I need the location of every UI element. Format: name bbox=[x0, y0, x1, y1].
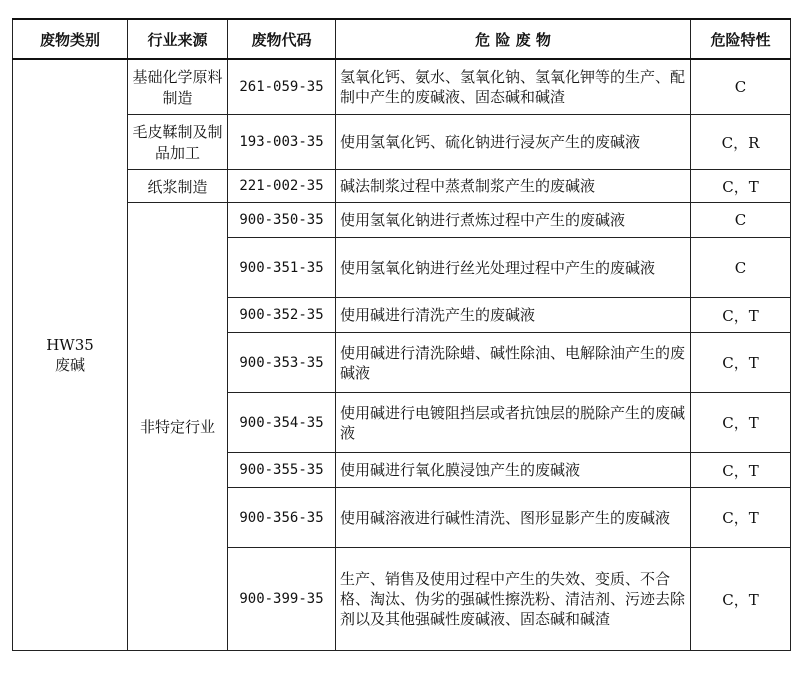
prop-cell: C bbox=[691, 238, 791, 298]
source-cell: 基础化学原料制造 bbox=[128, 59, 228, 115]
header-code: 废物代码 bbox=[228, 19, 336, 59]
prop-cell: C，T bbox=[691, 453, 791, 488]
code-cell: 900-399-35 bbox=[228, 548, 336, 651]
desc-cell: 使用碱进行氧化膜浸蚀产生的废碱液 bbox=[336, 453, 691, 488]
code-cell: 193-003-35 bbox=[228, 115, 336, 170]
table-header-row bbox=[13, 19, 791, 59]
code-cell: 900-356-35 bbox=[228, 488, 336, 548]
table-row bbox=[13, 170, 791, 203]
prop-cell: C，T bbox=[691, 170, 791, 203]
non-specific-source-cell: 非特定行业 bbox=[128, 203, 228, 651]
prop-cell: C，T bbox=[691, 488, 791, 548]
table-row bbox=[13, 203, 791, 238]
desc-cell: 使用碱进行清洗除蜡、碱性除油、电解除油产生的废碱液 bbox=[336, 333, 691, 393]
hazardous-waste-table-container bbox=[12, 18, 790, 651]
desc-cell: 使用碱进行清洗产生的废碱液 bbox=[336, 298, 691, 333]
desc-cell: 氢氧化钙、氨水、氢氧化钠、氢氧化钾等的生产、配制中产生的废碱液、固态碱和碱渣 bbox=[336, 59, 691, 115]
prop-cell: C，T bbox=[691, 393, 791, 453]
prop-cell: C bbox=[691, 203, 791, 238]
header-category: 废物类别 bbox=[13, 19, 128, 59]
code-cell: 900-352-35 bbox=[228, 298, 336, 333]
category-cell bbox=[13, 59, 128, 651]
table-row bbox=[13, 59, 791, 115]
code-cell: 900-354-35 bbox=[228, 393, 336, 453]
code-cell: 900-355-35 bbox=[228, 453, 336, 488]
source-cell: 纸浆制造 bbox=[128, 170, 228, 203]
prop-cell: C bbox=[691, 59, 791, 115]
prop-cell: C，T bbox=[691, 298, 791, 333]
hazardous-waste-table bbox=[12, 18, 791, 651]
desc-cell: 碱法制浆过程中蒸煮制浆产生的废碱液 bbox=[336, 170, 691, 203]
desc-cell: 使用碱进行电镀阻挡层或者抗蚀层的脱除产生的废碱液 bbox=[336, 393, 691, 453]
category-name: 废碱 bbox=[54, 355, 85, 374]
code-cell: 900-351-35 bbox=[228, 238, 336, 298]
prop-cell: C，T bbox=[691, 548, 791, 651]
desc-cell: 使用氢氧化钠进行煮炼过程中产生的废碱液 bbox=[336, 203, 691, 238]
desc-cell: 使用氢氧化钠进行丝光处理过程中产生的废碱液 bbox=[336, 238, 691, 298]
desc-cell: 生产、销售及使用过程中产生的失效、变质、不合格、淘汰、伪劣的强碱性擦洗粉、清洁剂、污迹去除剂以及其他强碱性废碱液、固态碱和碱渣 bbox=[336, 548, 691, 651]
code-cell: 261-059-35 bbox=[228, 59, 336, 115]
header-waste: 危 险 废 物 bbox=[336, 19, 691, 59]
category-code: HW35 bbox=[46, 335, 94, 354]
code-cell: 221-002-35 bbox=[228, 170, 336, 203]
desc-cell: 使用碱溶液进行碱性清洗、图形显影产生的废碱液 bbox=[336, 488, 691, 548]
prop-cell: C，T bbox=[691, 333, 791, 393]
code-cell: 900-350-35 bbox=[228, 203, 336, 238]
header-source: 行业来源 bbox=[128, 19, 228, 59]
prop-cell: C，R bbox=[691, 115, 791, 170]
header-property: 危险特性 bbox=[691, 19, 791, 59]
desc-cell: 使用氢氧化钙、硫化钠进行浸灰产生的废碱液 bbox=[336, 115, 691, 170]
source-cell: 毛皮鞣制及制品加工 bbox=[128, 115, 228, 170]
table-row bbox=[13, 115, 791, 170]
code-cell: 900-353-35 bbox=[228, 333, 336, 393]
